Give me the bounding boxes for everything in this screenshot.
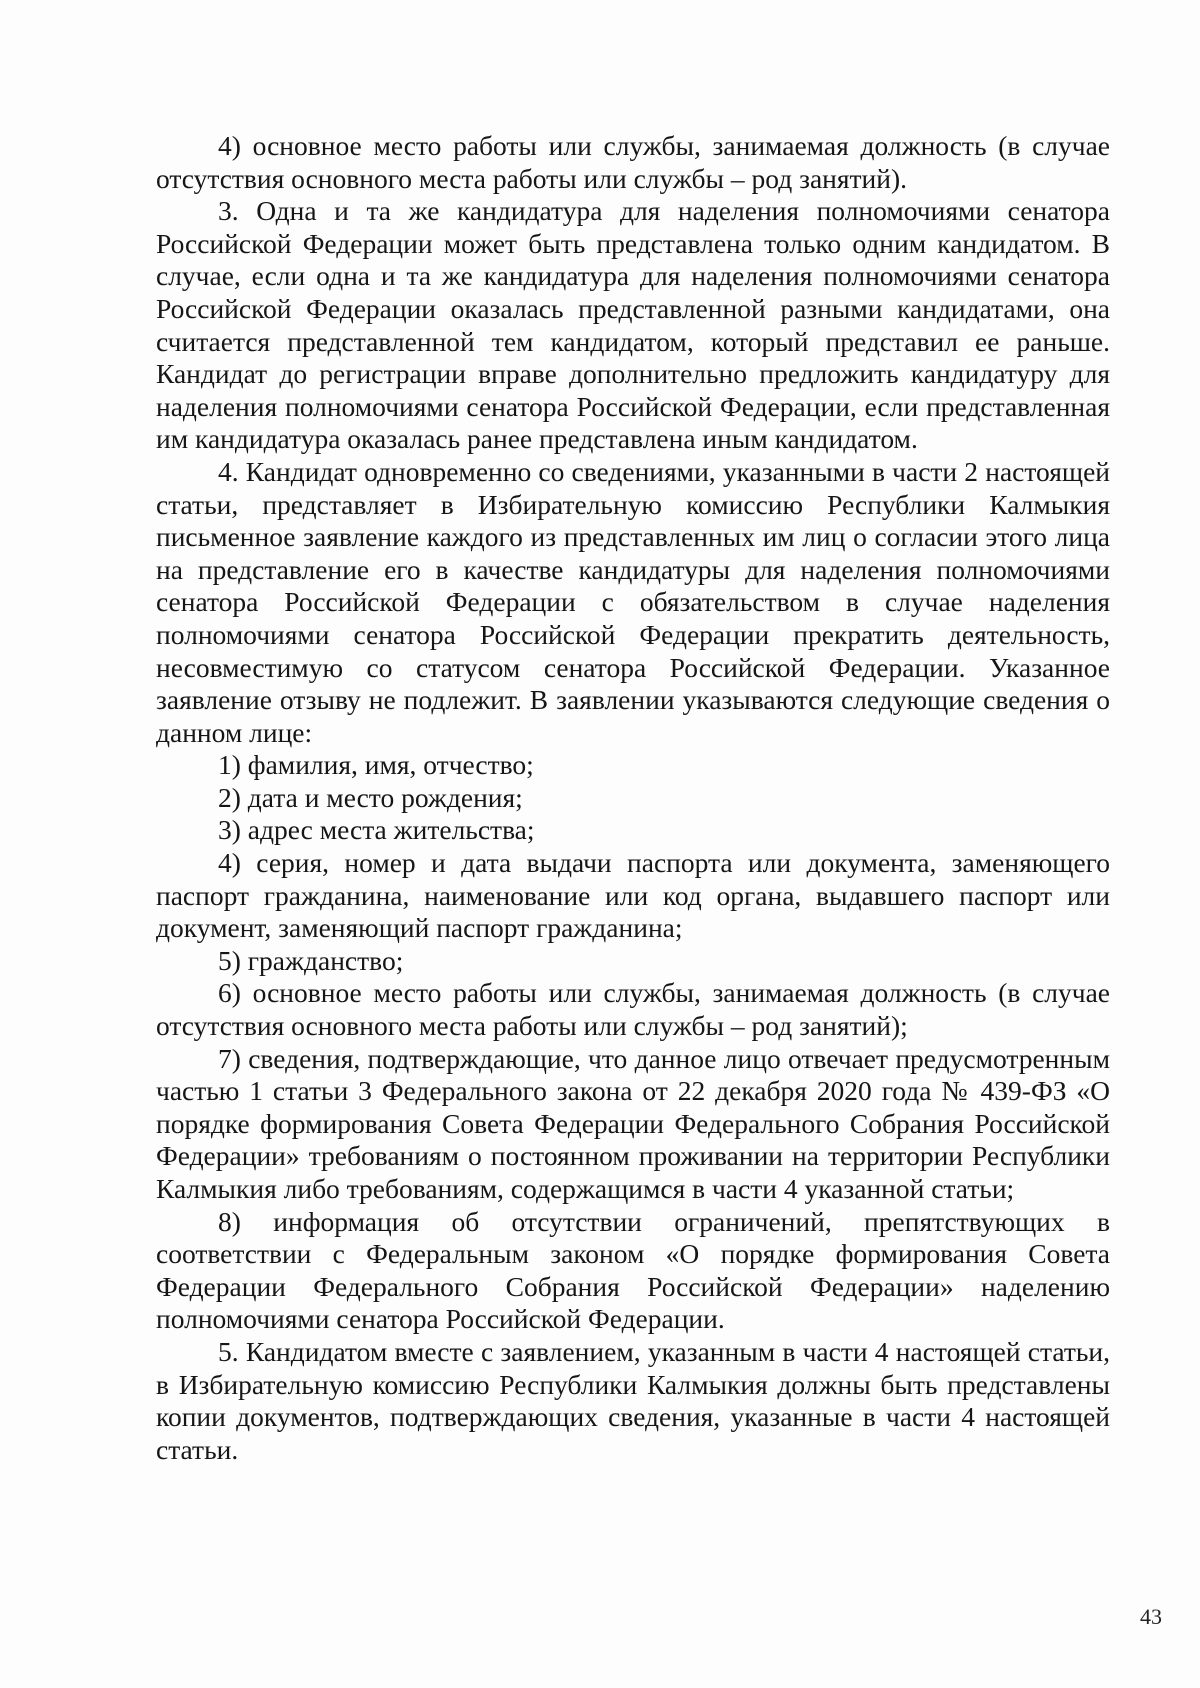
list-item-7-residence: 7) сведения, подтверждающие, что данное лицо отвечает предусмотренным частью 1 статьи 3 Федерального закона от 22 декабря 2020 года № 439-ФЗ «О порядке формирования Совета Федерации Федерального Собрания Российской Федерации» требованиям о постоянном проживании на территории Республики Калмыкия либо требованиям, содержащимся в части 4 указанной статьи; — [156, 1042, 1110, 1204]
paragraph-part-5: 5. Кандидатом вместе с заявлением, указанным в части 4 настоящей статьи, в Избирательную комиссию Республики Калмыкия должны быть представлены копии документов, подтверждающих сведения, указанные в части 4 настоящей статьи. — [156, 1335, 1110, 1465]
list-item-4-passport: 4) серия, номер и дата выдачи паспорта или документа, заменяющего паспорт гражданина, наименование или код органа, выдавшего паспорт или документ, заменяющий паспорт гражданина; — [156, 847, 1110, 944]
list-item-2-birth: 2) дата и место рождения; — [218, 781, 523, 813]
list-item-3-address: 3) адрес места жительства; — [218, 814, 535, 846]
list-item-6-workplace: 6) основное место работы или службы, занимаемая должность (в случае отсутствия основного места работы или службы – род занятий); — [156, 977, 1110, 1042]
page-number: 43 — [1140, 1604, 1162, 1629]
list-item-5-citizenship: 5) гражданство; — [218, 944, 404, 976]
paragraph-part-4: 4. Кандидат одновременно со сведениями, указанными в части 2 настоящей статьи, представляет в Избирательную комиссию Республики Калмыкия письменное заявление каждого из представленных им лиц о согласии этого лица на представление его в качестве кандидатуры для наделения полномочиями сенатора Российской Федерации с обязательством в случае наделения полномочиями сенатора Российской Федерации прекратить деятельность, несовместимую со статусом сенатора Российской Федерации. Указанное заявление отзыву не подлежит. В заявлении указываются следующие сведения о данном лице: — [156, 455, 1110, 748]
paragraph-item-4-workplace: 4) основное место работы или службы, занимаемая должность (в случае отсутствия основного места работы или службы – род занятий). — [156, 130, 1110, 194]
paragraph-part-3: 3. Одна и та же кандидатура для наделения полномочиями сенатора Российской Федерации может быть представлена только одним кандидатом. В случае, если одна и та же кандидатура для наделения полномочиями сенатора Российской Федерации оказалась представленной разными кандидатами, она считается представленной тем кандидатом, который представил ее раньше. Кандидат до регистрации вправе дополнительно предложить кандидатуру для наделения полномочиями сенатора Российской Федерации, если представленная им кандидатура оказалась ранее представлена иным кандидатом. — [156, 195, 1110, 455]
document-body — [156, 130, 1110, 1466]
list-item-8-restrictions: 8) информация об отсутствии ограничений, препятствующих в соответствии с Федеральным законом «О порядке формирования Совета Федерации Федерального Собрания Российской Федерации» наделению полномочиями сенатора Российской Федерации. — [156, 1205, 1110, 1335]
list-item-1-full-name: 1) фамилия, имя, отчество; — [218, 749, 534, 781]
